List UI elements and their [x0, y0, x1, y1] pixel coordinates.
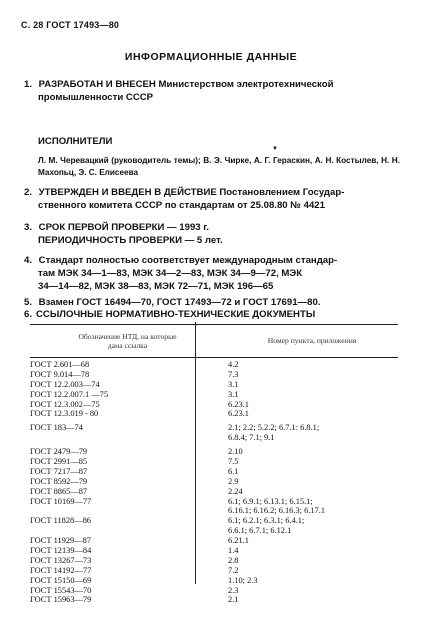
section-4-line3: 34—14—82, МЭК 38—83, МЭК 72—71, МЭК 196—65	[38, 281, 274, 292]
table-cell-document: ГОСТ 9.014—78	[30, 369, 90, 379]
table-cell-document: ГОСТ 12.2.003—74	[30, 379, 100, 389]
table-row	[30, 370, 398, 380]
table-cell-clause: 2.3	[228, 585, 239, 595]
executors-list: Л. М. Черевацкий (руководитель темы); В. Э. Чирке, А. Г. Гераскин, А. Н. Костылев, Н. Н. Махопьц, Э. С. Елисеева	[38, 156, 400, 177]
table-cell-document: ГОСТ 12.2.007.1 —75	[30, 389, 109, 399]
table-row	[30, 566, 398, 576]
table-row	[30, 433, 398, 443]
table-cell-clause: 6.6.1; 6.7.1; 6.12.1	[228, 526, 292, 536]
table-cell-document: ГОСТ 14192—77	[30, 565, 92, 575]
table-row	[30, 380, 398, 390]
table-cell-clause: 4.2	[228, 360, 239, 369]
table-cell-document: ГОСТ 2.601—68	[30, 360, 90, 369]
table-row	[30, 409, 398, 419]
section-5-number: 5.	[24, 297, 33, 308]
table-row	[30, 595, 398, 605]
section-1-line2: промышленности СССР	[38, 92, 154, 103]
references-table-body	[30, 360, 398, 605]
section-6-text: ССЫЛОЧНЫЕ НОРМАТИВНО-ТЕХНИЧЕСКИЕ ДОКУМЕНТЫ	[36, 309, 316, 320]
table-cell-document: ГОСТ 2991—85	[30, 457, 88, 467]
table-cell-clause: 1.4	[228, 546, 239, 556]
table-head-left-line2: дана ссылка	[107, 341, 148, 350]
table-cell-clause: 2.8	[228, 555, 239, 565]
table-cell-clause: 6.23.1	[228, 409, 249, 419]
section-6	[24, 308, 400, 321]
table-row	[30, 423, 398, 433]
table-cell-clause: 2.10	[228, 447, 243, 457]
table-row	[30, 576, 398, 586]
table-cell-clause: 6.21.1	[228, 536, 249, 546]
table-cell-document: ГОСТ 12.3.019 - 80	[30, 409, 99, 419]
table-cell-document: ГОСТ 11828—86	[30, 516, 91, 526]
section-3-line1: СРОК ПЕРВОЙ ПРОВЕРКИ — 1993 г.	[38, 222, 210, 233]
table-cell-document: ГОСТ 15543—70	[30, 585, 92, 595]
section-2-number: 2.	[24, 187, 33, 198]
table-cell-clause: 2.24	[228, 486, 243, 496]
section-6-number: 6.	[24, 309, 33, 320]
section-1-bold: РАЗРАБОТАН И ВНЕСЕН	[38, 79, 156, 90]
table-cell-clause: 6.1; 6.2.1; 6.3.1; 6.4.1;	[228, 516, 305, 526]
table-row	[30, 556, 398, 566]
table-cell-document: ГОСТ 15150—69	[30, 575, 92, 585]
table-head-left-line1: Обозначение НТД, на которые	[78, 332, 177, 341]
table-cell-clause: 3.1	[228, 379, 239, 389]
page-title: ИНФОРМАЦИОННЫЕ ДАННЫЕ	[124, 51, 298, 63]
table-cell-clause: 6.16.1; 6.16.2; 6.16.3; 6.17.1	[228, 506, 326, 516]
table-cell-clause: 6.23.1	[228, 399, 249, 409]
table-cell-document: ГОСТ 8865—87	[30, 486, 88, 496]
section-1-number: 1.	[24, 79, 33, 90]
section-4-line1: Стандарт полностью соответствует международным стандар-	[38, 255, 338, 266]
table-row	[30, 536, 398, 546]
table-row	[30, 516, 398, 526]
table-row	[30, 467, 398, 477]
table-cell-document: ГОСТ 183—74	[30, 423, 83, 433]
table-row	[30, 360, 398, 370]
table-cell-clause: 2.1; 2.2; 5.2.2; 6.7.1: 6.8.1;	[228, 423, 320, 433]
table-row	[30, 477, 398, 487]
table-row	[30, 447, 398, 457]
section-1-text: Министерством электротехнической	[155, 79, 334, 90]
table-cell-document: ГОСТ 15963—79	[30, 595, 92, 605]
table-cell-clause: 6.8.4; 7.1; 9.1	[228, 433, 275, 443]
section-4-number: 4.	[24, 255, 33, 266]
references-table-header	[30, 324, 398, 358]
table-row	[30, 586, 398, 596]
table-cell-clause: 3.1	[228, 389, 239, 399]
table-cell-document: ГОСТ 11929—87	[30, 536, 91, 546]
section-1	[24, 78, 400, 104]
table-cell-document: ГОСТ 2479—79	[30, 447, 88, 457]
tick-mark: ▼	[272, 146, 278, 152]
table-row	[30, 526, 398, 536]
section-4	[24, 254, 400, 293]
table-cell-clause: 7.3	[228, 369, 239, 379]
table-head-right: Номер пункта, приложения	[267, 336, 357, 345]
table-cell-document: ГОСТ 10169—77	[30, 496, 92, 506]
table-cell-document: ГОСТ 7217—87	[30, 466, 88, 476]
table-row	[30, 457, 398, 467]
table-header	[30, 324, 398, 358]
table-cell-document: ГОСТ 8592—79	[30, 476, 88, 486]
table-row	[30, 497, 398, 507]
table-row	[30, 546, 398, 556]
page-header: С. 28 ГОСТ 17493—80	[21, 20, 120, 30]
section-3-number: 3.	[24, 222, 33, 233]
section-2-bold: УТВЕРЖДЕН И ВВЕДЕН В ДЕЙСТВИЕ	[38, 187, 217, 198]
table-cell-clause: 7.2	[228, 565, 239, 575]
table-row	[30, 390, 398, 400]
table-cell-clause: 1.10; 2.3	[228, 575, 258, 585]
section-2	[24, 186, 400, 212]
section-2-text: Постановлением Государ-	[216, 187, 345, 198]
section-3-line2: ПЕРИОДИЧНОСТЬ ПРОВЕРКИ — 5 лет.	[38, 235, 223, 246]
table-cell-clause: 7.5	[228, 457, 239, 467]
table-cell-document: ГОСТ 13267—73	[30, 555, 92, 565]
table-cell-clause: 6.1	[228, 466, 239, 476]
table-cell-clause: 6.1; 6.9.1; 6.13.1; 6.15.1;	[228, 496, 313, 506]
section-2-line2: ственного комитета СССР по стандартам от 25.08.80 № 4421	[38, 200, 325, 211]
table-cell-document: ГОСТ 12139—84	[30, 546, 92, 556]
table-row	[30, 506, 398, 516]
section-4-line2: там МЭК 34—1—83, МЭК 34—2—83, МЭК 34—9—72, МЭК	[38, 268, 303, 279]
executors-heading: ИСПОЛНИТЕЛИ	[38, 136, 113, 147]
section-3	[24, 221, 400, 247]
table-cell-clause: 2.9	[228, 476, 239, 486]
table-cell-document: ГОСТ 12.3.002—75	[30, 399, 100, 409]
table-cell-clause: 2.1	[228, 595, 239, 605]
table-row	[30, 487, 398, 497]
table-row	[30, 400, 398, 410]
section-5-text: Взамен ГОСТ 16494—70, ГОСТ 17493—72 и ГОСТ 17691—80.	[38, 297, 321, 308]
